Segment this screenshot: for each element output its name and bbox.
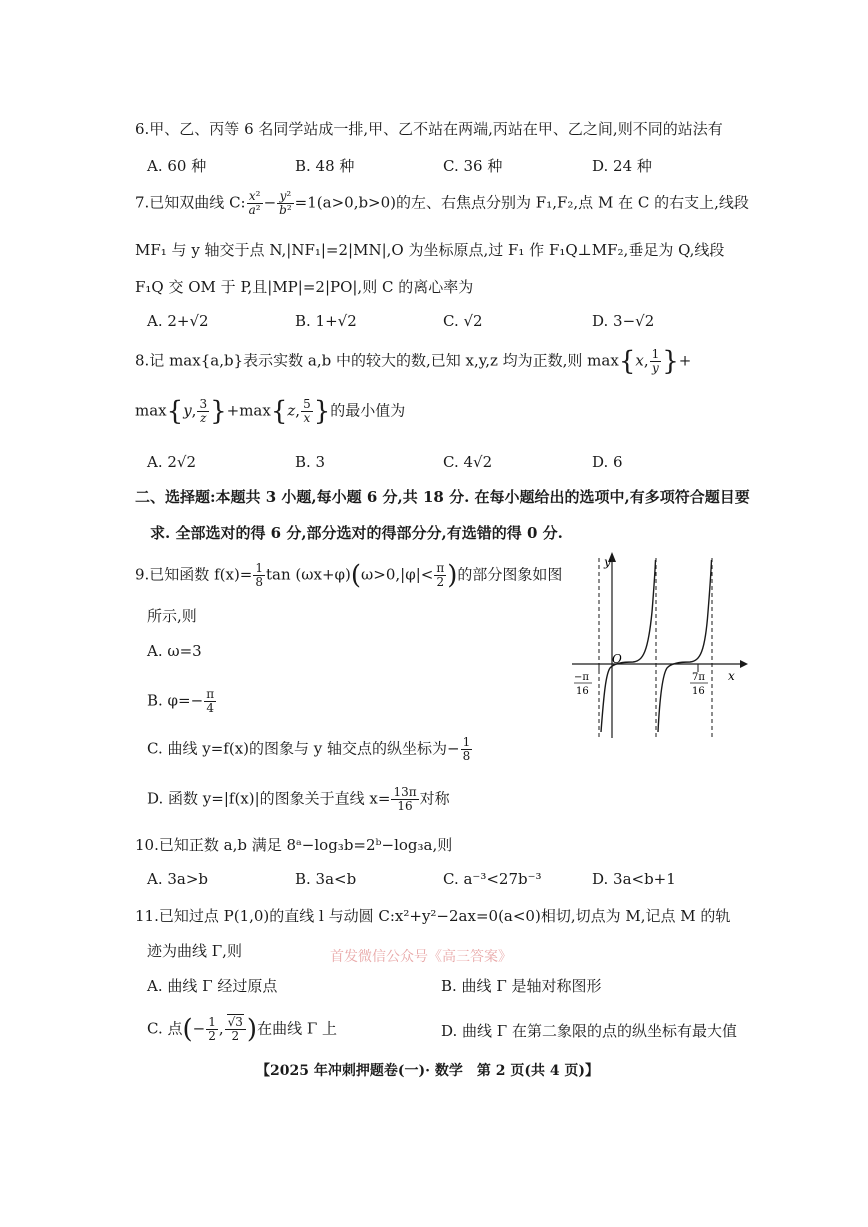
q9-option-d-text: D. 函数 y=|f(x)|的图象关于直线 x= [147,789,391,808]
q8-line2: max{y, $\frac{3}{z}$ }+max{z, $\frac{5}{x}$ }的最小值为 [135,396,406,427]
q11-option-c-tail: 在曲线 Γ 上 [257,1019,338,1038]
q11-line1: 11.已知过点 P(1,0)的直线 l 与动圆 C:x²+y²−2ax=0(a<0)相切,切点为 M,记点 M 的轨 [135,907,731,925]
q7-line1-prefix: 7.已知双曲线 C: [135,193,246,212]
graph-origin-label: O [612,652,622,666]
q7-line1-suffix: =1(a>0,b>0)的左、右焦点分别为 F₁,F₂,点 M 在 C 的右支上,线段 [294,193,749,212]
q6-option-b: B. 48 种 [295,157,355,175]
q11-line2: 迹为曲线 Γ,则 [147,942,242,960]
svg-text:7π: 7π [692,672,705,683]
q9-option-b-text: B. φ=− [147,691,204,710]
q6-stem: 6.甲、乙、丙等 6 名同学站成一排,甲、乙不站在两端,丙站在甲、乙之间,则不同的站法有 [135,120,723,138]
q6-option-a: A. 60 种 [147,157,207,175]
q9-option-d: D. 函数 y=|f(x)|的图象关于直线 x= $\frac{13\pi}{16}$ 对称 [147,785,450,813]
section2-heading-line2: 求. 全部选对的得 6 分,部分选对的得部分分,有选错的得 0 分. [150,524,563,542]
q10-option-a: A. 3a>b [147,870,209,888]
q8-option-d: D. 6 [592,453,623,471]
q7-option-c: C. √2 [443,312,483,330]
svg-text:−π: −π [574,672,589,683]
q9-suffix: 的部分图象如图 [457,565,563,584]
q11-option-d: D. 曲线 Γ 在第二象限的点的纵坐标有最大值 [441,1022,737,1040]
q9-option-c-text: C. 曲线 y=f(x)的图象与 y 轴交点的纵坐标为− [147,739,460,758]
q7-frac-x: $\frac{\text{x²}}{\text{a²}}$ [248,189,261,217]
q8-line1-text: 8.记 max{a,b}表示实数 a,b 中的较大的数,已知 x,y,z 均为正数,则 max [135,351,619,370]
q9-line2: 所示,则 [147,607,197,625]
q7-option-d: D. 3−√2 [592,312,655,330]
q9-option-c: C. 曲线 y=f(x)的图象与 y 轴交点的纵坐标为− $\frac{1}{8}$ [147,735,471,763]
q6-option-d: D. 24 种 [592,157,652,175]
svg-text:16: 16 [692,686,705,697]
q8-line1: 8.记 max{a,b}表示实数 a,b 中的较大的数,已知 x,y,z 均为正数,则 max{x, $\frac{1}{y}$ }+ [135,346,692,377]
q8-line2-tail: 的最小值为 [330,401,406,420]
q7-option-a: A. 2+√2 [147,312,209,330]
graph-y-label: y [604,555,611,569]
q9-option-a: A. ω=3 [147,642,202,660]
svg-text:16: 16 [576,686,589,697]
q10-stem: 10.已知正数 a,b 满足 8ᵃ−log₃b=2ᵇ−log₃a,则 [135,836,453,854]
q11-option-a: A. 曲线 Γ 经过原点 [147,977,278,995]
q10-option-d: D. 3a<b+1 [592,870,676,888]
q9-prefix: 9.已知函数 f(x)= [135,565,253,584]
q9-line1: 9.已知函数 f(x)= $\frac{1}{8}$ tan (ωx+φ)(ω>0,|φ|< $\frac{\pi}{2}$ )的部分图象如图 [135,560,563,591]
q7-line1: 7.已知双曲线 C: $\frac{\text{x²}}{\text{a²}}$ − $\frac{\text{y²}}{\text{b²}}$ =1(a>0,b>0)的左、右焦点分别为 F₁,F₂,点 M 在 C 的右支上,线段 [135,189,749,217]
q9-option-d-tail: 对称 [419,789,450,808]
q7-option-b: B. 1+√2 [295,312,357,330]
q8-option-b: B. 3 [295,453,326,471]
watermark-text: 首发微信公众号《高三答案》 [330,949,512,965]
q7-line3: F₁Q 交 OM 于 P,且|MP|=2|PO|,则 C 的离心率为 [135,278,474,296]
q9-option-b: B. φ=− $\frac{\pi}{4}$ [147,687,215,715]
graph-left-tick-label [574,672,592,697]
curve-branch-1 [601,560,656,732]
curve-branch-2 [658,560,712,732]
q8-option-a: A. 2√2 [147,453,197,471]
q11-option-c: C. 点(− $\frac{1}{2}$ , $\frac{√3}{2}$ )在曲线 Γ 上 [147,1014,338,1045]
q11-option-b: B. 曲线 Γ 是轴对称图形 [441,977,602,995]
q8-option-c: C. 4√2 [443,453,493,471]
q6-option-c: C. 36 种 [443,157,503,175]
page-footer: 【2025 年冲刺押题卷(一)· 数学 第 2 页(共 4 页)】 [256,1063,600,1079]
graph-x-label: x [728,669,735,683]
q7-line2: MF₁ 与 y 轴交于点 N,|NF₁|=2|MN|,O 为坐标原点,过 F₁ 作 F₁Q⊥MF₂,垂足为 Q,线段 [135,241,725,259]
q9-tan: tan (ωx+φ) [266,565,351,584]
q10-option-b: B. 3a<b [295,870,357,888]
q9-function-graph [568,552,748,742]
x-axis-arrow [740,660,748,668]
section2-heading-line1: 二、选择题:本题共 3 小题,每小题 6 分,共 18 分. 在每小题给出的选项中,有多项符合题目要 [135,488,750,506]
q10-option-c: C. a⁻³<27b⁻³ [443,870,542,888]
q7-frac-y: $\frac{\text{y²}}{\text{b²}}$ [279,189,292,217]
graph-right-tick-label [690,672,708,697]
